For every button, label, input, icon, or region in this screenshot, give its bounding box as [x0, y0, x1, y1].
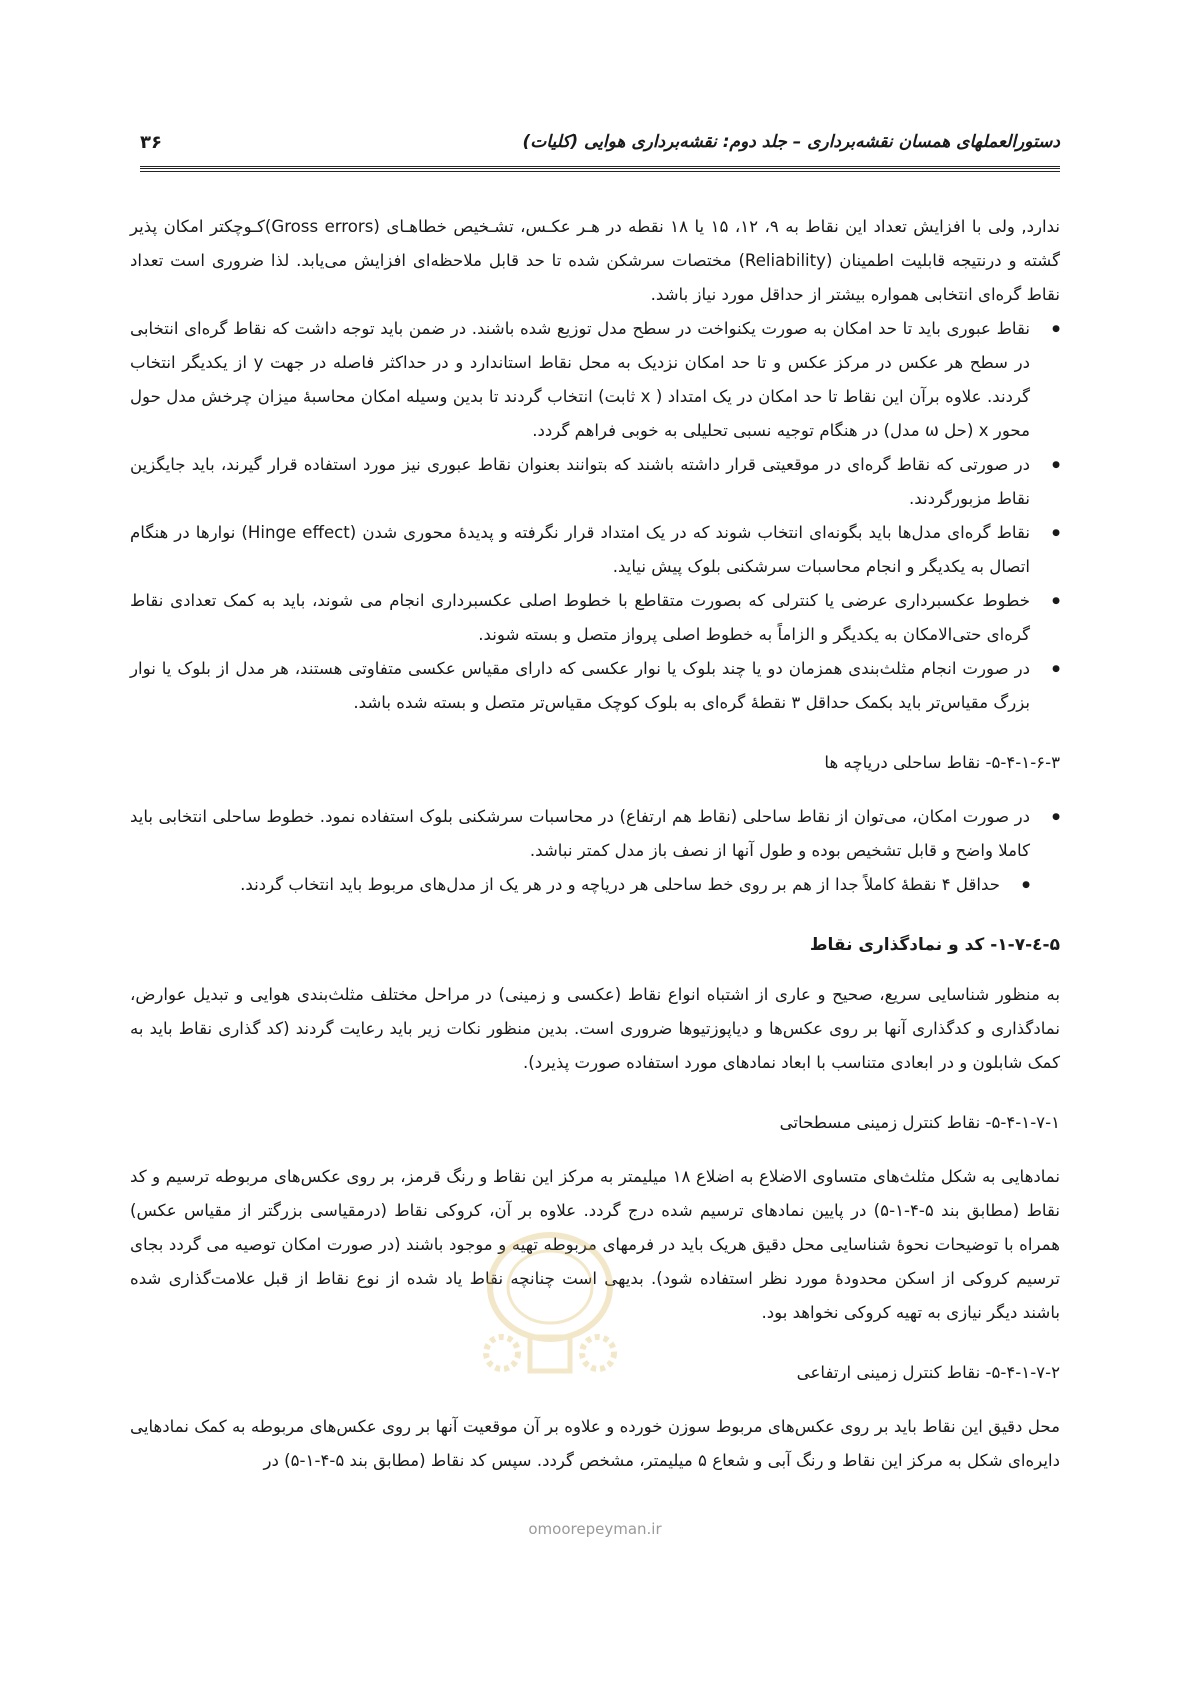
list-item: ● در صورتی که نقاط گره‌ای در موقعیتی قرار داشته باشند که بتوانند بعنوان نقاط عبوری نیز مورد استفاده قرار گیرند، باید جایگزین نقاط مزبورگردند.	[130, 448, 1030, 516]
list-item: ● در صورت انجام مثلث‌بندی همزمان دو یا چند بلوک یا نوار عکسی که دارای مقیاس عکسی متفاوتی هستند، هر مدل از بلوک یا نوار بزرگ مقیاس‌تر باید بکمک حداقل ۳ نقطهٔ گره‌ای به بلوک کوچک مقیاس‌تر متصل و بسته شده باشد.	[130, 652, 1030, 720]
page-number: ۳۶	[140, 132, 162, 153]
paragraph-code: به منظور شناسایی سریع، صحیح و عاری از اشتباه انواع نقاط (عکسی و زمینی) در مراحل مختلف مثلث‌بندی هوایی و تبدیل عوارض، نمادگذاری و کدگذاری آنها بر روی عکس‌ها و دیاپوزتیوها ضروری است. بدین منظور نکات زیر باید رعایت گردند (کد گذاری نقاط باید به کمک شابلون و در ابعادی متناسب با ابعاد نمادهای مورد استفاده صورت پذیرد).	[130, 985, 1060, 1072]
paragraph-planimetric: نمادهایی به شکل مثلث‌های متساوی الاضلاع به اضلاع ۱۸ میلیمتر به مرکز این نقاط و رنگ قرمز، بر روی عکس‌های مربوطه ترسیم و کد نقاط (مطابق بند ۵-۴-۱-۵) در پایین نمادهای ترسیم شده درج گردد. علاوه بر آن، کروکی نقاط (درمقیاسی بزرگتر از مقیاس عکس) همراه با توضیحات نحوهٔ شناسایی محل دقیق هریک باید در فرمهای مربوطه تهیه و موجود باشند (در صورت امکان توصیه می گردد بجای ترسیم کروکی از اسکن محدودهٔ مورد نظر استفاده شود). بدیهی است چنانچه نقاط یاد شده از نوع نقاط از قبل علامت‌گذاری شده باشند دیگر نیازی به تهیه کروکی نخواهد بود.	[130, 1167, 1061, 1322]
subsection-heading-planimetric: ۵-۴-۱-۷-۱- نقاط کنترل زمینی مسطحاتی	[779, 1113, 1060, 1132]
header-title: دستورالعملهای همسان نقشه‌برداری – جلد دوم: نقشه‌برداری هوایی (کلیات)	[522, 132, 1060, 152]
list-item: ● در صورت امکان، می‌توان از نقاط ساحلی (نقاط هم ارتفاع) در محاسبات سرشکنی بلوک استفاده نمود. خطوط ساحلی انتخابی باید کاملا واضح و قابل تشخیص بوده و طول آنها از نصف باز مدل کمتر نباشد.	[130, 800, 1030, 868]
bullet-list-shore	[130, 800, 1060, 868]
section-heading-code: ۵-٤-۱-۷- کد و نمادگذاری نقاط	[809, 935, 1060, 955]
list-item: ● حداقل ۴ نقطهٔ کاملاً جدا از هم بر روی خط ساحلی هر دریاچه و در هر یک از مدل‌های مربوط باید انتخاب گردند.	[130, 868, 1000, 902]
body-content	[130, 210, 1060, 1478]
bullet-list-nodal-points	[130, 312, 1060, 720]
list-item: ● نقاط گره‌ای مدل‌ها باید بگونه‌ای انتخاب شوند که در یک امتداد قرار نگرفته و پدیدهٔ محوری شدن (Hinge effect) نوارها در هنگام اتصال به یکدیگر و انجام محاسبات سرشکنی بلوک پیش نیاید.	[130, 516, 1030, 584]
watermark-url: omoorepeyman.ir	[528, 1520, 662, 1538]
bullet-list-shore-indented	[130, 868, 1060, 902]
list-item: ● خطوط عکسبرداری عرضی یا کنترلی که بصورت متقاطع با خطوط اصلی عکسبرداری انجام می شوند، باید به کمک تعدادی نقاط گره‌ای حتی‌الامکان به یکدیگر و الزاماً به خطوط اصلی پرواز متصل و بسته شوند.	[130, 584, 1030, 652]
list-item: ● نقاط عبوری باید تا حد امکان به صورت یکنواخت در سطح مدل توزیع شده باشند. در ضمن باید توجه داشت که نقاط گره‌ای انتخابی در سطح هر عکس در مرکز عکس و تا حد امکان نزدیک به محل نقاط استاندارد و در حداکثر فاصله در جهت y از یکدیگر انتخاب گردند. علاوه برآن این نقاط تا حد امکان در یک امتداد ( x ثابت) انتخاب گردند تا بدین وسیله امکان محاسبهٔ میزان چرخش مدل حول محور x (حل ω مدل) در هنگام توجیه نسبی تحلیلی به خوبی فراهم گردد.	[130, 312, 1030, 448]
intro-paragraph: ندارد, ولی با افزایش تعداد این نقاط به ۹، ۱۲، ۱۵ یا ۱۸ نقطه در هـر عکـس، تشـخیص خطاهـای (Gross errors)کـوچکتر امکان پذیر گشته و درنتیجه قابلیت اطمینان (Reliability) مختصات سرشکن شده تا حد قابل ملاحظه‌ای افزایش می‌یابد. لذا ضروری است تعداد نقاط گره‌ای انتخابی همواره بیشتر از حداقل مورد نیاز باشد.	[130, 217, 1060, 304]
header-divider	[140, 166, 1060, 172]
page-header	[140, 128, 1060, 164]
paragraph-height: محل دقیق این نقاط باید بر روی عکس‌های مربوط سوزن خورده و علاوه بر آن موقعیت آنها بر روی عکس‌های مربوطه به کمک نمادهایی دایره‌ای شکل به مرکز این نقاط و رنگ آبی و شعاع ۵ میلیمتر، مشخص گردد. سپس کد نقاط (مطابق بند ۵-۴-۱-۵) در	[130, 1417, 1060, 1470]
subsection-heading-shore: ۵-۴-۱-۶-۳- نقاط ساحلی دریاچه ها	[824, 753, 1060, 772]
subsection-heading-height: ۵-۴-۱-۷-۲- نقاط کنترل زمینی ارتفاعی	[796, 1363, 1060, 1382]
